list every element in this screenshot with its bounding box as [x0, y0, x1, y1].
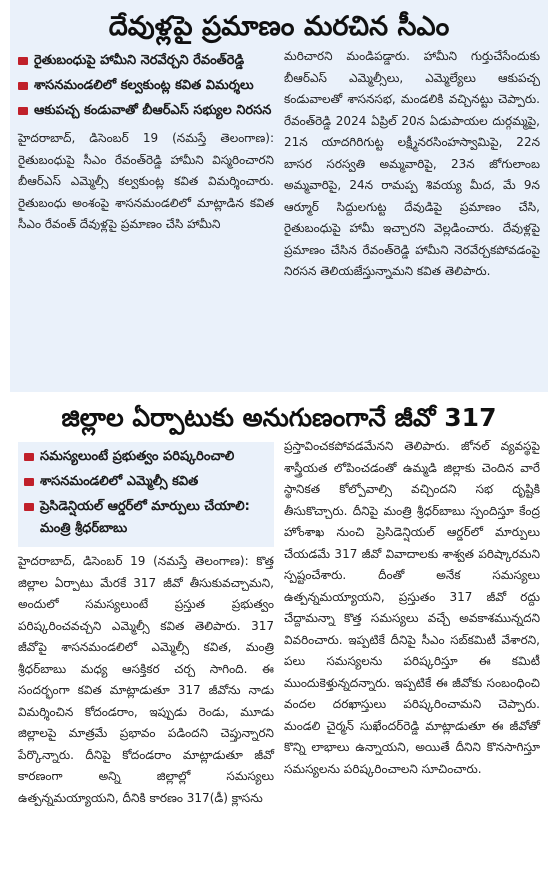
article-right-column: [284, 46, 540, 283]
square-bullet-icon: [18, 82, 28, 90]
highlights-box: [18, 50, 274, 122]
article-body-right: మరిచారని మండిపడ్డారు. హామీని గుర్తుచేసేందుకు బీఆర్‌ఎస్ ఎమ్మెల్సీలు, ఎమ్మెల్యేలు ఆకుపచ్చ కండువాలతో శాసనసభ, మండలికి వచ్చినట్టు చెప్పారు. రేవంత్‌రెడ్డి 2024 ఏప్రిల్ 20న ఏడుపాయల దుర్గమ్మపై, 21న యాదగిరిగుట్ట లక్ష్మీనరసింహస్వామిపై, 22న బాసర సరస్వతి అమ్మవారిపై, 23న జోగులాంబ అమ్మవారిపై, 24న రామప్ప శివయ్య మీద, మే 9న ఆర్మూర్ సిద్దులగుట్ట దేవుడిపై ప్రమాణం చేసి, రైతుబంధుపై హామీ ఇచ్చారని వెల్లడించారు. దేవుళ్లపై ప్రమాణం చేసిన రేవంత్‌రెడ్డి హామీని నెరవేర్చకపోవడంపై నిరసన తెలియజేస్తున్నామని కవిత తెలిపారు.: [284, 49, 540, 278]
highlight-item: [24, 471, 268, 493]
highlight-item: [24, 496, 268, 540]
highlight-item: [18, 50, 274, 72]
article-left-column: [18, 46, 274, 283]
article-columns: [10, 436, 548, 809]
article-go-317: [10, 396, 548, 894]
article-headline: దేవుళ్లపై ప్రమాణం మరచిన సీఎం: [108, 11, 450, 42]
square-bullet-icon: [18, 57, 28, 65]
article-body-left: హైదరాబాద్, డిసెంబర్ 19 (నమస్తే తెలంగాణ): రైతుబంధుపై సీఎం రేవంత్‌రెడ్డి హామీని విస్మరించారని బీఆర్‌ఎస్ ఎమ్మెల్సీ కల్వకుంట్ల కవిత విమర్శించారు. రైతుబంధు అంశంపై శాసనమండలిలో మాట్లాడిన కవిత సీఎం రేవంత్ దేవుళ్లపై ప్రమాణం చేసి హామీని: [18, 131, 274, 231]
highlight-item: [24, 446, 268, 468]
square-bullet-icon: [24, 453, 34, 461]
highlight-text: శాసనమండలిలో కల్వకుంట్ల కవిత విమర్శలు: [34, 78, 254, 93]
square-bullet-icon: [24, 478, 34, 486]
article-columns: [10, 46, 548, 283]
article-left-column: [18, 436, 274, 809]
article-body-left: హైదరాబాద్, డిసెంబర్ 19 (నమస్తే తెలంగాణ): కొత్త జిల్లాల ఏర్పాటు మేరకే 317 జీవో తీసుకువచ్చామని, అందులో సమస్యలుంటే ప్రస్తుత ప్రభుత్వం పరిష్కరించవచ్చని ఎమ్మెల్సీ కవిత తెలిపారు. 317 జీవోపై శాసనమండలిలో ఎమ్మెల్సీ కవిత, మంత్రి శ్రీధర్‌బాబు మధ్య ఆసక్తికర చర్చ సాగింది. ఈ సందర్భంగా కవిత మాట్లాడుతూ 317 జీవోను నాడు విమర్శించిన కోదండరాం, ఇప్పుడు రెండు, మూడు జిల్లాలపై మాత్రమే ప్రభావం పడిందని చెప్తున్నారని పేర్కొన్నారు. దీనిపై కోదండరాం మాట్లాడుతూ జీవో కారణంగా అన్ని జిల్లాల్లో సమస్యలు ఉత్పన్నమయ్యాయని, దీనికి కారణం 317(డీ) క్లాసను: [18, 554, 274, 805]
article-right-column: [284, 436, 540, 809]
highlight-item: [18, 75, 274, 97]
article-cm-oath: [10, 0, 548, 392]
highlight-text: ప్రెసిడెన్షియల్ ఆర్డర్‌లో మార్పులు చేయాలి: మంత్రి శ్రీధర్‌బాబు: [40, 499, 250, 536]
square-bullet-icon: [18, 107, 28, 115]
square-bullet-icon: [24, 503, 34, 511]
article-headline: జిల్లాల ఏర్పాటుకు అనుగుణంగానే జీవో 317: [61, 403, 497, 432]
highlight-text: ఆకుపచ్చ కండువాతో బీఆర్‌ఎస్ సభ్యుల నిరసన: [34, 103, 272, 118]
highlight-text: సమస్యలుంటే ప్రభుత్వం పరిష్కరించాలి: [40, 449, 235, 464]
article-body-right: ప్రస్తావించకపోవడమేనని తెలిపారు. జోనల్ వ్యవస్థపై శాస్త్రీయత లోపించడంతో ఉమ్మడి జిల్లాకు చెందిన వారే స్థానికత కోల్పోవాల్సి వచ్చిందని సభ దృష్టికి తీసుకొచ్చారు. దీనిపై మంత్రి శ్రీధర్‌బాబు స్పందిస్తూ కేంద్ర హోంశాఖ నుంచి ప్రెసిడెన్షియల్ ఆర్డర్‌లో మార్పులు చేయడమే 317 జీవో వివాదాలకు శాశ్వత పరిష్కారమని స్పష్టంచేశారు. దీంతో అనేక సమస్యలు ఉత్పన్నమయ్యాయని, ప్రస్తుతం 317 జీవో రద్దు చేద్దామన్నా కొత్త సమస్యలు వచ్చే అవకాశమున్నదని వివరించారు. ఇప్పటికే దీనిపై సీఎం సబ్‌కమిటీ వేశారని, పలు సమస్యలను పరిష్కరిస్తూ ఈ కమిటీ ముందుకెళ్తున్నదన్నారు. ఇప్పటికే ఈ జీవోకు సంబంధించి వందల దరఖాస్తులు పరిష్కరించామని చెప్పారు. మండలి చైర్మన్ సుఖేందర్‌రెడ్డి మాట్లాడుతూ ఈ జీవోతో కొన్ని లాభాలు ఉన్నాయని, అయితే దీనిని కొనసాగిస్తూ సమస్యలను పరిష్కరించాలని సూచించారు.: [284, 439, 540, 776]
highlights-box: [18, 442, 274, 547]
highlight-text: రైతుబంధుపై హామీని నెరవేర్చని రేవంత్‌రెడ్డి: [34, 53, 245, 68]
highlight-text: శాసనమండలిలో ఎమ్మెల్సీ కవిత: [40, 474, 199, 489]
highlight-item: [18, 100, 274, 122]
